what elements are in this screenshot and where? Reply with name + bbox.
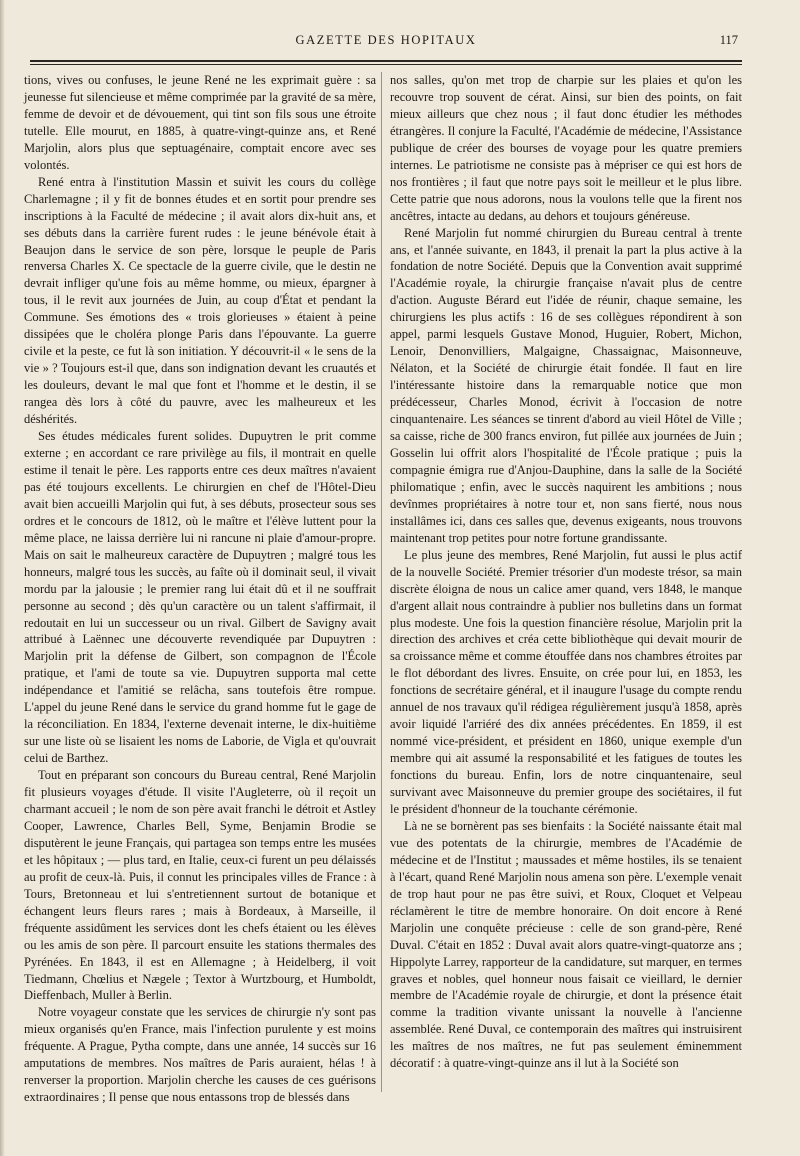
left-column bbox=[24, 72, 376, 1106]
header-rule-thin bbox=[30, 64, 742, 65]
page-number: 117 bbox=[719, 33, 738, 47]
paragraph: nos salles, qu'on met trop de charpie sur les plaies et qu'on les recouvre trop souvent de cérat. Ainsi, sur bien des points, on fait mieux ailleurs que chez nous ; il faut donc étudier les méthodes étrangères. Il conjure la Faculté, l'Académie de médecine, l'Assistance publique de créer des bourses de voyage pour les quatre premiers internes. Le patriotisme ne consiste pas à mépriser ce qui est hors de nos frontières ; il faut que notre pays soit le meilleur et le plus libre. Cette patrie que nous adorons, nous la voulons telle que la firent nos ancêtres, intacte au dedans, au dehors et toujours généreuse. bbox=[390, 73, 742, 223]
paragraph: René Marjolin fut nommé chirurgien du Bureau central à trente ans, et l'année suivante, en 1843, il prenait la part la plus active à la fondation de notre Société. Depuis que la Convention avait supprimé l'Académie royale, la chirurgie française n'avait plus de centre d'action. Auguste Bérard eut l'idée de réunir, chaque semaine, les chirurgiens les plus actifs : 16 de ses collègues répondirent à son appel, parmi lesquels Gustave Monod, Huguier, Robert, Michon, Lenoir, Denonvilliers, Malgaigne, Chassaignac, Maisonneuve, Nélaton, et la Société de chirurgie était fondée. Il faut en lire l'intéressante histoire dans la remarquable notice que mon prédécesseur, Charles Monod, écrivit à l'occasion de notre cinquantenaire. Les séances se tinrent d'abord au vieil Hôtel de Ville ; sa caisse, riche de 300 francs environ, fut pillée aux journées de Juin ; Gosselin lui offrit alors l'hospitalité de l'École pratique ; puis la compagnie émigra rue d'Anjou-Dauphine, dans la salle de la Société philomatique ; enfin, avec le succès naquirent les ambitions ; nous devînmes propriétaires à notre tour et, non sans fierté, nous nous installâmes ici, dans ces salles que, devenus exigeants, nous trouvons maintenant trop petites pour notre fortune grandissante. bbox=[390, 225, 742, 545]
page-header bbox=[30, 30, 742, 52]
paragraph: Ses études médicales furent solides. Dupuytren le prit comme externe ; en accordant ce rare privilège au fils, il montrait en quelle estime il tenait le père. Les rapports entre ces deux maîtres n'avaient pas été toujours excellents. Le chirurgien en chef de l'Hôtel-Dieu avait bien accueilli Marjolin qui fut, à ses débuts, prosecteur sous ses ordres et le concours de 1812, où le maître et l'élève luttent pour la même place, ne laissa derrière lui ni rancune ni plaie d'amour-propre. Mais on sait le malheureux caractère de Dupuytren ; malgré tous les honneurs, malgré tous les succès, au faîte où il dominait seul, il vivait mordu par la jalousie ; le premier rang lui était dû et il ne souffrait personne au second ; dès qu'un caractère ou un talent s'affirmait, il redoutait en lui un successeur ou un rival. Gilbert de Savigny avait attribué à Laënnec une découverte revendiquée par Dupuytren : Marjolin prit la défense de Gilbert, son compagnon de l'École pratique, et l'ami de toute sa vie. Dupuytren supporta mal cette indépendance et l'amitié se relâcha, sans toutefois être rompue. L'appel du jeune René dans le service du grand homme fut le gage de la réconciliation. En 1834, l'externe devenait interne, le dix-huitième sur une liste où se lisaient les noms de Laborie, de Vigla et qu'ouvrait celui de Barthez. bbox=[24, 429, 376, 766]
paragraph: tions, vives ou confuses, le jeune René ne les exprimait guère : sa jeunesse fut silencieuse et même comprimée par la gravité de sa mère, femme de devoir et de dévouement, qui tint son fils sous une étroite tutelle. Elle mourut, en 1885, à quatre-vingt-quinze ans, et René Marjolin, alors plus que septuagénaire, comptait encore avec ses volontés. bbox=[24, 73, 376, 172]
paragraph: Le plus jeune des membres, René Marjolin, fut aussi le plus actif de la nouvelle Société. Premier trésorier d'un modeste trésor, sa main discrète éloigna de nous un calice amer quand, vers 1848, le manque d'argent allait nous contraindre à publier nos bulletins dans un format plus modeste. Une fois la question financière résolue, Marjolin prit la direction des archives et créa cette bibliothèque qui devait mourir de sa croissance même et comme étouffée dans nos chambres étroites par le flot débordant des livres. Ensuite, on crée pour lui, en 1853, les fonctions de secrétaire général, et il inaugure l'usage du compte rendu annuel de nos travaux qu'il rédigea régulièrement jusqu'à 1858, après avoir liquidé l'arriéré des dix années précédentes. En 1859, il est nommé vice-président, et président en 1860, unique exemple d'un membre qui ait assumé la responsabilité et les fatigues de toutes les fonctions du bureau. Enfin, lors de notre cinquantenaire, seul survivant avec Maisonneuve du premier groupe des sociétaires, il fut le président d'honneur de la touchante cérémonie. bbox=[390, 547, 742, 816]
running-title: GAZETTE DES HOPITAUX bbox=[295, 33, 477, 47]
paragraph: Tout en préparant son concours du Bureau central, René Marjolin fit plusieurs voyages d'étude. Il visite l'Augleterre, où il reçoit un charmant accueil ; le nom de son père avait franchi le détroit et Astley Cooper, Lawrence, Charles Bell, Syme, Benjamin Brodie se disputèrent le jeune Français, qui partagea son temps entre les musées et les hôpitaux ; — plus tard, en Italie, ceux-ci furent un peu délaissés au profit de ceux-là. Puis, il connut les principales villes de France : à Tours, Bretonneau et lui s'entretiennent surtout de botanique et échangent leurs fleurs rares ; mais à Bordeaux, à Marseille, il fréquente assidûment les services dont les chefs étaient ou les élèves ou les amis de son père. Il parcourt ensuite les stations thermales des Pyrénées. En 1843, il est en Allemagne ; à Heidelberg, il voit Tiedmann, Chœlius et Nægele ; Textor à Wurtzbourg, et Humboldt, Dieffenbach, Muller à Berlin. bbox=[24, 768, 376, 1003]
paragraph: Notre voyageur constate que les services de chirurgie n'y sont pas mieux organisés qu'en France, mais l'infection purulente y est moins fréquente. A Prague, Pytha compte, dans une année, 14 succès sur 16 amputations de membres. Nos maîtres de Paris auraient, hélas ! à renverser la proportion. Marjolin cherche les causes de ces guérisons extraordinaires ; Il pense que nous entassons trop de blessés dans bbox=[24, 1005, 376, 1105]
header-rule-thick bbox=[30, 60, 742, 62]
paragraph: Là ne se bornèrent pas ses bienfaits : la Société naissante était mal vue des potentats de la chirurgie, membres de l'Académie de médecine et de l'Institut ; maussades et même hostiles, ils se tenaient à l'écart, quand René Marjolin nous amena son père. L'exemple venait de trop haut pour ne pas être suivi, et Roux, Cloquet et Velpeau réclamèrent le titre de membre honoraire. On doit encore à René Marjolin une conquête précieuse : celle de son grand-père, René Duval. C'était en 1852 : Duval avait alors quatre-vingt-quatorze ans ; Hippolyte Larrey, rapporteur de la candidature, sut marquer, en termes graves et nobles, quel honneur nous faisait ce vieillard, le dernier membre de l'Académie royale de chirurgie, et dont la présence était comme la tradition vivante unissant la nouvelle à l'ancienne assemblée. René Duval, ce contemporain des maîtres qui instruisirent les maîtres de nos maîtres, ne fut pas seulement éminemment décoratif : à quatre-vingt-quinze ans il lut à la Société son bbox=[390, 818, 743, 1071]
paragraph: René entra à l'institution Massin et suivit les cours du collège Charlemagne ; il y fit de bonnes études et en sortit pour prendre ses inscriptions à la Faculté de médecine ; il avait alors dix-huit ans, et ses débuts dans la carrière furent rudes : le jeune bénévole était à Beaujon dans le service de son père, lorsque le peuple de Paris renversa Charles X. Ce spectacle de la guerre civile, que le destin ne devrait infliger qu'une fois au même homme, ou mieux, épargner à tous, il le revit aux journées de Juin, au coup d'État et pendant la Commune. Ses émotions des « trois glorieuses » étaient à peine dissipées que le choléra plonge Paris dans l'épouvante. La guerre civile et la peste, ce fut là son initiation. Y découvrit-il « le sens de la vie » ? Toujours est-il que, dans son indignation devant les cruautés et les douleurs, devant le mal que font et l'homme et le destin, il se rangea dès lors à côté du pauvre, avec les malheureux et les déshérités. bbox=[24, 174, 376, 427]
binding-shadow bbox=[0, 0, 5, 1156]
right-column bbox=[390, 72, 742, 1072]
column-divider bbox=[381, 72, 382, 1092]
